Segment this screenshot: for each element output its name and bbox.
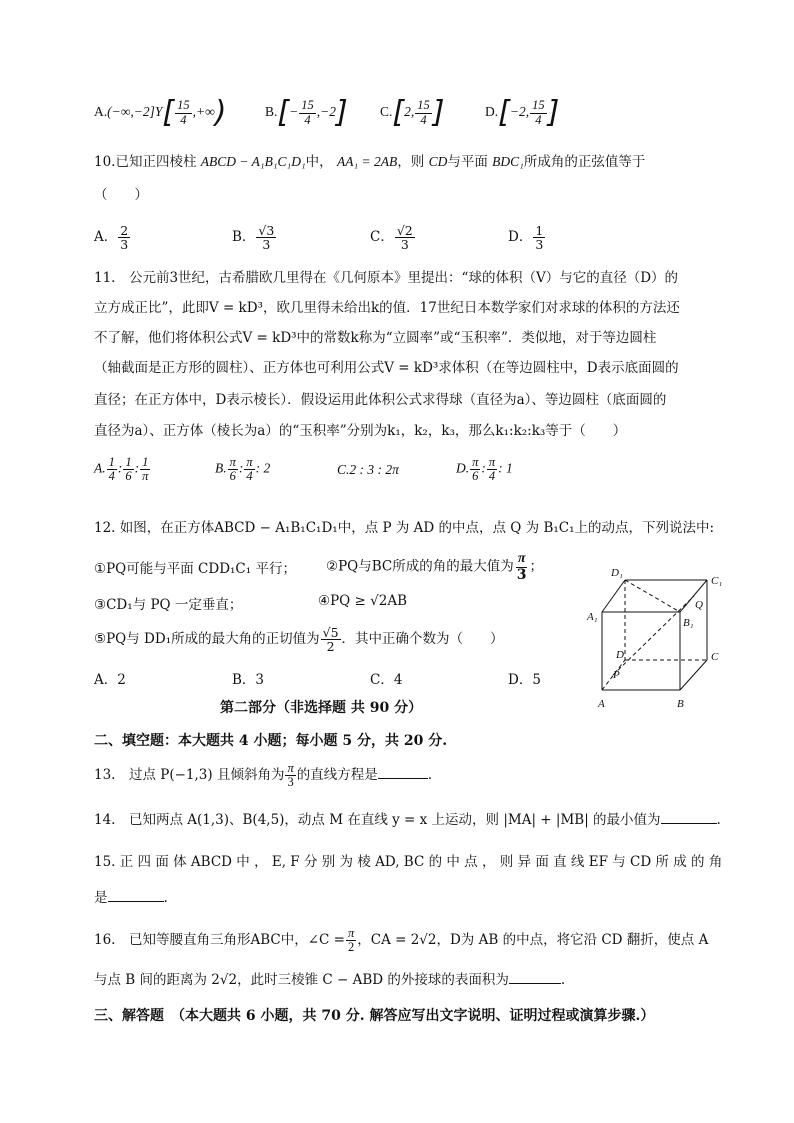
q14-text: 14. 已知两点 A(1,3)、B(4,5)，动点 M 在直线 y = x 上运动，则 |MA| + |MB| 的最小值为 [94, 812, 661, 828]
label-a1: A₁ [587, 611, 598, 623]
part2-title: 第二部分（非选择题 共 90 分） [220, 700, 423, 716]
bracket: ] [335, 95, 348, 130]
q9-b-pre: − [289, 104, 299, 120]
label-q: Q [695, 599, 703, 611]
q11-b-f2-num: π [246, 455, 253, 469]
q11-a-f1-num: 1 [108, 455, 115, 469]
q10-b-den: 3 [262, 237, 271, 253]
q16-num: π [347, 926, 355, 940]
q11-a-f1-den: 4 [108, 469, 115, 484]
q10-b-num: √3 [258, 223, 275, 238]
q11-option-a [94, 456, 151, 483]
q12-option-a: A．2 [94, 672, 126, 688]
bracket: [ [498, 95, 510, 130]
sep: : [117, 460, 123, 476]
q12-option-c: C．4 [370, 672, 403, 688]
q12-s5-num: √5 [322, 625, 339, 640]
q11-line3: 不了解，他们将体积公式V = kD³中的常数k称为“立圆率”或“玉积率”．类似地，对于等边圆柱 [94, 330, 657, 346]
q12-option-d: D．5 [508, 672, 541, 688]
q16-line2 [94, 968, 565, 988]
q11-d-f1-den: 6 [472, 469, 479, 484]
q12-s2-den: 3 [516, 566, 527, 583]
sep: : [238, 460, 244, 476]
q11-b-f2-den: 4 [246, 469, 253, 484]
q11-d-f1-num: π [472, 455, 479, 469]
q11-option-c [337, 462, 399, 478]
q11-a-f2-num: 1 [125, 455, 132, 469]
diag-d1b1 [625, 580, 680, 612]
sep: : [134, 460, 140, 476]
q13-num: π [287, 761, 294, 775]
q9-a-post: ,+∞ [192, 104, 215, 120]
q9-option-d [485, 95, 560, 130]
q10-d-num: 1 [535, 223, 544, 238]
q16-end: . [560, 972, 566, 988]
q9-b-label: B. [265, 104, 278, 120]
q10-d-den: 3 [535, 237, 544, 253]
section2-heading: 二、填空题：本大题共 4 小题；每小题 5 分，共 20 分. [94, 733, 448, 749]
q12-s5-pre: ⑤PQ与 DD₁所成的最大角的正切值为 [94, 631, 320, 648]
q12-s2-post: ； [529, 558, 544, 575]
q9-a-num: 15 [177, 98, 190, 113]
q11-option-d [456, 456, 513, 483]
label-c: C [711, 651, 719, 663]
edge-a1d1 [602, 580, 625, 612]
q9-option-b [265, 95, 348, 130]
q10-b-label: B． [232, 229, 256, 246]
q11-b-tail: : 2 [255, 460, 271, 476]
q10-c-den: 3 [400, 237, 409, 253]
q10-option-c [370, 224, 416, 251]
q9-option-a [94, 95, 227, 130]
q10-stem [94, 150, 645, 170]
q11-option-b [215, 456, 270, 483]
q9-a-den: 4 [180, 112, 187, 127]
q10-cd: CD [428, 154, 448, 169]
q10-plane: BDC₁ [492, 154, 524, 169]
q10-paren: （ ） [94, 187, 148, 203]
q10-option-b [232, 224, 277, 251]
segment-pq [613, 596, 694, 675]
label-a: A [598, 698, 605, 710]
q10-option-d [508, 224, 546, 251]
q15-end: . [163, 890, 168, 906]
q16-den: 2 [347, 940, 355, 955]
q10-a-label: A． [94, 229, 118, 246]
q11-b-label: B. [215, 460, 227, 476]
q9-option-c [380, 95, 445, 130]
q13-den: 3 [287, 775, 294, 790]
q16-answer-blank[interactable] [509, 983, 561, 984]
q11-c-label: C. [337, 462, 350, 477]
q15-line2-pre: 是 [94, 890, 108, 906]
label-d: D [616, 649, 624, 661]
q10-a-num: 2 [120, 223, 129, 238]
q11-line6: 直径为a）、正方体（棱长为a）的“玉积率”分别为k₁，k₂，k₃，那么k₁:k₂:k₃等于（ ） [94, 423, 627, 439]
q9-b-post: ,−2 [316, 104, 336, 120]
q11-a-f2-den: 6 [125, 469, 132, 484]
bracket: ] [547, 95, 560, 130]
q9-d-den: 4 [535, 112, 542, 127]
q9-b-num: 15 [301, 98, 314, 113]
q13-pre: 13. 过点 P(−1,3) 且倾斜角为 [94, 767, 285, 784]
q11-line1: 11. 公元前3世纪，古希腊欧几里得在《几何原本》里提出：“球的体积（V）与它的直径（D）的 [94, 270, 679, 286]
q10-option-a [94, 224, 131, 251]
q10-mid2: ，则 [397, 154, 425, 170]
q10-cond: AA₁ = 2AB [336, 154, 398, 169]
q11-d-label: D. [456, 460, 470, 476]
q11-d-f2-den: 4 [488, 469, 496, 484]
q10-c-label: C． [370, 229, 394, 246]
bracket: [ [277, 95, 290, 130]
q12-s5-post: ．其中正确个数为（ ） [341, 631, 504, 648]
q15-line1: 15. 正 四 面 体 ABCD 中 ， E, F 分 别 为 棱 AD, BC 的 中 点 ， 则 异 面 直 线 EF 与 CD 所 成 的 角 [94, 854, 723, 870]
q10-prefix: 10.已知正四棱柱 [94, 154, 197, 170]
bracket: [ [162, 95, 175, 130]
edge-bc [680, 660, 707, 690]
q14-end: . [716, 812, 721, 828]
q10-prism: ABCD − A₁B₁C₁D₁ [200, 154, 306, 169]
label-c1: C₁ [711, 575, 723, 587]
paren: ) [214, 95, 227, 130]
q12-line1: 12. 如图，在正方体ABCD − A₁B₁C₁D₁中，点 P 为 AD 的中点，点 Q 为 B₁C₁上的动点，下列说法中: [94, 520, 715, 536]
q13-post: 的直线方程是 [296, 767, 378, 784]
q13-answer-blank[interactable] [378, 778, 428, 779]
q11-a-f3-num: 1 [142, 455, 149, 469]
q16-mid: ，CA = 2√2，D为 AB 的中点，将它沿 CD 翻折，使点 A [357, 932, 709, 949]
q11-b-f1-num: π [229, 455, 236, 469]
q12-statement-1: ①PQ可能与平面 CDD₁C₁ 平行； [94, 561, 296, 577]
q10-c-num: √2 [396, 223, 413, 238]
q16-line2-text: 与点 B 间的距离为 2√2，此时三棱锥 C − ABD 的外接球的表面积为 [94, 972, 509, 988]
q12-statement-4: ④PQ ≥ √2AB [318, 593, 408, 609]
q11-a-label: A. [94, 460, 106, 476]
q9-d-label: D. [485, 104, 499, 120]
q16-line1 [94, 927, 708, 954]
q12-statement-5 [94, 626, 504, 653]
q12-s5-den: 2 [326, 639, 335, 655]
q9-c-label: C. [380, 104, 393, 120]
section3-heading: 三、解答题 （本大题共 6 小题，共 70 分. 解答应写出文字说明、证明过程或演算步骤.） [94, 1008, 655, 1024]
q14-answer-blank[interactable] [661, 823, 717, 824]
label-b1: B₁ [683, 617, 694, 629]
q10-mid: 中， [305, 154, 333, 170]
q11-a-f3-den: π [142, 469, 149, 484]
q9-d-num: 15 [532, 98, 545, 113]
q10-mid3: 与平面 [447, 154, 488, 170]
q12-s2-num: π [517, 551, 526, 566]
q12-option-b: B．3 [232, 672, 265, 688]
q11-c-text: 2 : 3 : 2π [349, 462, 399, 477]
q12-statement-3: ③CD₁与 PQ 一定垂直； [94, 597, 243, 613]
q9-a-label: A. [94, 104, 108, 120]
q10-d-label: D． [508, 229, 533, 246]
sep: : [481, 460, 486, 476]
q12-s2-pre: ②PQ与BC所成的角的最大值为 [326, 558, 514, 575]
q11-b-f1-den: 6 [229, 469, 236, 484]
bracket: [ [392, 95, 405, 130]
q11-d-f2-num: π [488, 455, 496, 469]
q11-d-tail: : 1 [498, 460, 513, 476]
q10-suffix: 所成角的正弦值等于 [523, 154, 646, 170]
cube-figure [585, 560, 735, 715]
bracket: ] [432, 95, 445, 130]
q10-a-den: 3 [120, 237, 129, 253]
q15-answer-blank[interactable] [108, 901, 164, 902]
q14 [94, 808, 721, 828]
label-p: P [613, 669, 620, 681]
q9-c-pre: 2, [404, 104, 415, 120]
q13-end: . [427, 767, 433, 784]
q11-line2: 立方成正比”，此即V = kD³，欧几里得未给出k的值．17世纪日本数学家们对求球的体积的方法还 [94, 300, 680, 316]
q11-line5: 直径；在正方体中，D表示棱长）．假设运用此体积公式求得球（直径为a）、等边圆柱（底面圆的 [94, 392, 667, 408]
q13 [94, 762, 432, 789]
q9-c-num: 15 [417, 98, 430, 113]
q9-b-den: 4 [304, 112, 311, 127]
q9-d-pre: −2, [509, 104, 530, 120]
label-d1: D₁ [611, 567, 623, 579]
q15-line2 [94, 886, 168, 906]
q12-statement-2 [326, 552, 543, 582]
q9-a-pre: (−∞,−2]Y [107, 104, 163, 120]
q9-c-den: 4 [420, 112, 427, 127]
q11-line4: （轴截面是正方形的圆柱）、正方体也可利用公式V = kD³求体积（在等边圆柱中，D表示底面圆的 [94, 360, 679, 376]
q16-pre: 16. 已知等腰直角三角形ABC中，∠C = [94, 932, 345, 949]
label-b: B [677, 698, 684, 710]
